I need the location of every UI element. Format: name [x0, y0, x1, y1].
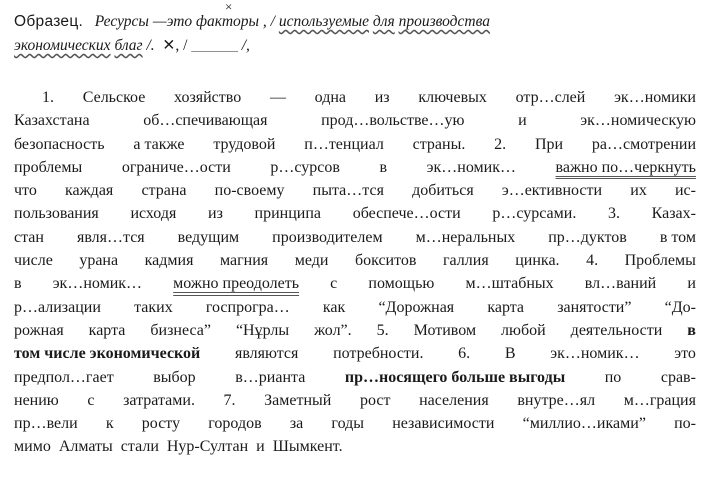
- text-word: п…тенциал: [304, 135, 384, 153]
- text-word: эк…номик…: [550, 345, 640, 363]
- text-word: бизнеса”: [150, 321, 211, 339]
- text-line: [14, 226, 696, 249]
- text-word: в: [379, 158, 388, 176]
- example-word: экономических: [14, 37, 111, 54]
- text-word: 3.: [607, 205, 620, 223]
- text-word: м…штабных: [465, 275, 554, 293]
- example-word: благ: [114, 37, 143, 54]
- text-word: галлия: [442, 252, 489, 270]
- example-blank: ______: [191, 37, 238, 54]
- example-word: ✕, /: [162, 37, 188, 54]
- text-word: жол”.: [314, 321, 352, 339]
- text-word: том числе экономической: [14, 345, 201, 363]
- text-word: прод…вольстве…ую: [321, 112, 465, 130]
- text-word: ключевых: [418, 89, 487, 106]
- text-word: “До-: [664, 298, 696, 316]
- text-word: ис-: [674, 182, 696, 200]
- text-word: в…рианта: [235, 368, 306, 386]
- text-word: затратами.: [123, 391, 195, 409]
- text-word: в: [687, 321, 696, 339]
- text-word: Проблемы: [624, 252, 696, 270]
- text-word: потребности.: [333, 345, 424, 363]
- text-word: нению: [14, 391, 59, 409]
- text-word: занятости”: [557, 298, 632, 316]
- text-line: [14, 342, 696, 365]
- example-word: используемые: [278, 13, 369, 30]
- text-word: “Нұрлы: [235, 321, 290, 339]
- text-word: ра…смотрении: [591, 135, 696, 153]
- text-word: выбор: [153, 368, 196, 386]
- text-word: независимости: [392, 415, 495, 433]
- text-word: —: [269, 89, 286, 106]
- text-word: об…спечивающая: [143, 112, 268, 130]
- text-word: числе: [14, 252, 53, 270]
- text-word: одна: [314, 89, 346, 106]
- text-word: страны.: [412, 135, 466, 153]
- example-label: Образец.: [14, 13, 84, 30]
- text-word: э…ективности: [501, 182, 603, 200]
- text-word: а также: [133, 135, 185, 153]
- text-word: При: [534, 135, 564, 153]
- example-word: —это: [152, 13, 193, 30]
- text-word: являются: [234, 345, 299, 363]
- text-word: ведущим: [177, 228, 240, 246]
- text-word: пыта…тся: [312, 182, 384, 200]
- text-line: [14, 133, 696, 156]
- text-word: и: [256, 438, 265, 456]
- text-word: мимо: [14, 438, 51, 456]
- example-word: Ресурсы: [94, 13, 149, 30]
- text-word: по: [604, 368, 622, 386]
- text-word: пользования: [14, 205, 99, 223]
- text-line: [14, 272, 696, 295]
- example-line-1: [14, 0, 704, 34]
- text-word: срав-: [660, 368, 696, 386]
- example-word: производства: [398, 13, 490, 30]
- text-word: в: [14, 275, 22, 293]
- text-word: добиться: [412, 182, 474, 200]
- text-word: р…сурсами.: [492, 205, 577, 223]
- text-word: м…грация: [623, 391, 696, 409]
- example-word: , /: [262, 13, 275, 30]
- text-word: эк…номическую: [580, 112, 696, 130]
- text-word: р…сурсов: [270, 158, 340, 176]
- text-word: эк…номик…: [426, 158, 516, 176]
- text-word: их: [630, 182, 647, 200]
- text-word: с: [330, 275, 338, 293]
- text-word: хозяйство: [174, 89, 242, 106]
- text-word: 4.: [586, 252, 599, 270]
- text-line: [14, 249, 696, 272]
- text-word: безопасность: [14, 135, 105, 153]
- text-word: страна: [141, 182, 187, 200]
- text-line: [14, 296, 696, 319]
- text-word: стан: [14, 228, 44, 246]
- text-line: [14, 319, 696, 342]
- text-line: [14, 202, 696, 225]
- text-word: м…неральных: [415, 228, 516, 246]
- text-word: любой: [501, 321, 546, 339]
- text-word: явля…тся: [76, 228, 145, 246]
- text-word: пр…вели: [14, 415, 78, 433]
- text-word: что: [14, 182, 37, 200]
- text-line: [14, 86, 696, 109]
- text-line: [14, 389, 696, 412]
- text-word: Сельское: [82, 89, 146, 106]
- text-word: 2.: [494, 135, 507, 153]
- text-word: бокситов: [354, 252, 417, 270]
- text-word: можно преодолеть: [173, 275, 300, 293]
- text-word: стали: [120, 438, 159, 456]
- text-line: [14, 109, 696, 132]
- text-word: 7.: [223, 391, 236, 409]
- text-word: 6.: [458, 345, 471, 363]
- text-word: трудовой: [213, 135, 276, 153]
- example-predicate: × факторы: [196, 10, 259, 34]
- text-word: населения: [419, 391, 489, 409]
- text-word: предпол…гает: [14, 368, 114, 386]
- cross-mark: ×: [225, 0, 233, 14]
- text-word: с: [87, 391, 95, 409]
- example-sentence: [14, 0, 704, 58]
- text-word: кадмия: [144, 252, 194, 270]
- text-word: производителем: [272, 228, 383, 246]
- text-word: принципа: [254, 205, 322, 223]
- text-word: за: [289, 415, 304, 433]
- text-word: Казах-: [651, 205, 696, 223]
- text-word: Мотивом: [413, 321, 477, 339]
- example-word: /.: [146, 37, 155, 54]
- text-word: помощью: [368, 275, 435, 293]
- text-word: Шымкент.: [272, 438, 343, 456]
- text-word: по-: [674, 415, 696, 433]
- text-word: эк…номики: [614, 89, 696, 106]
- text-word: это: [674, 345, 696, 363]
- example-line-2: [14, 34, 704, 58]
- text-line: [14, 412, 696, 435]
- text-word: урана: [79, 252, 119, 270]
- text-word: цинка.: [515, 252, 560, 270]
- exercise-text: [14, 86, 696, 459]
- text-word: 1.: [42, 89, 54, 106]
- text-word: городов: [208, 415, 262, 433]
- text-word: таких: [134, 298, 173, 316]
- text-word: как: [322, 298, 346, 316]
- text-word: в том: [659, 228, 696, 246]
- text-word: меди: [294, 252, 329, 270]
- text-word: магния: [219, 252, 269, 270]
- text-line: [14, 156, 696, 179]
- text-word: Нур-Султан: [166, 438, 249, 456]
- text-word: р…ализации: [14, 298, 101, 316]
- text-word: вл…ваний: [584, 275, 657, 293]
- text-word: из: [374, 89, 390, 106]
- text-line: [14, 366, 696, 389]
- text-word: и: [687, 275, 696, 293]
- text-word: “Дорожная: [378, 298, 455, 316]
- example-word: для: [372, 13, 395, 30]
- text-word: госпрогра…: [205, 298, 290, 316]
- text-word: обеспече…ости: [352, 205, 461, 223]
- text-word: В: [504, 345, 516, 363]
- text-word: отр…слей: [515, 89, 586, 106]
- text-word: рост: [359, 391, 391, 409]
- text-word: исходя: [130, 205, 177, 223]
- text-word: росту: [141, 415, 181, 433]
- text-word: 5.: [376, 321, 389, 339]
- text-word: ограниче…ости: [121, 158, 231, 176]
- text-word: пр…дуктов: [548, 228, 627, 246]
- text-word: проблемы: [14, 158, 83, 176]
- text-word: каждая: [64, 182, 114, 200]
- example-word: /,: [241, 37, 250, 54]
- text-word: Казахстана: [14, 112, 90, 130]
- text-word: Заметный: [264, 391, 332, 409]
- text-line: [14, 179, 696, 202]
- text-word: по-своему: [214, 182, 285, 200]
- text-word: годы: [331, 415, 365, 433]
- text-line: [14, 435, 696, 458]
- text-word: из: [208, 205, 223, 223]
- text-word: деятельности: [570, 321, 663, 339]
- text-word: важно по…черкнуть: [555, 158, 696, 176]
- text-word: Алматы: [58, 438, 113, 456]
- text-word: “миллио…иками”: [522, 415, 646, 433]
- text-word: эк…номик…: [52, 275, 143, 293]
- text-word: пр…носящего больше выгоды: [344, 368, 566, 386]
- text-word: карта: [88, 321, 126, 339]
- text-word: карта: [487, 298, 525, 316]
- text-word: рожная: [14, 321, 64, 339]
- text-word: и: [518, 112, 527, 130]
- text-word: к: [105, 415, 114, 433]
- text-word: внутре…ял: [517, 391, 596, 409]
